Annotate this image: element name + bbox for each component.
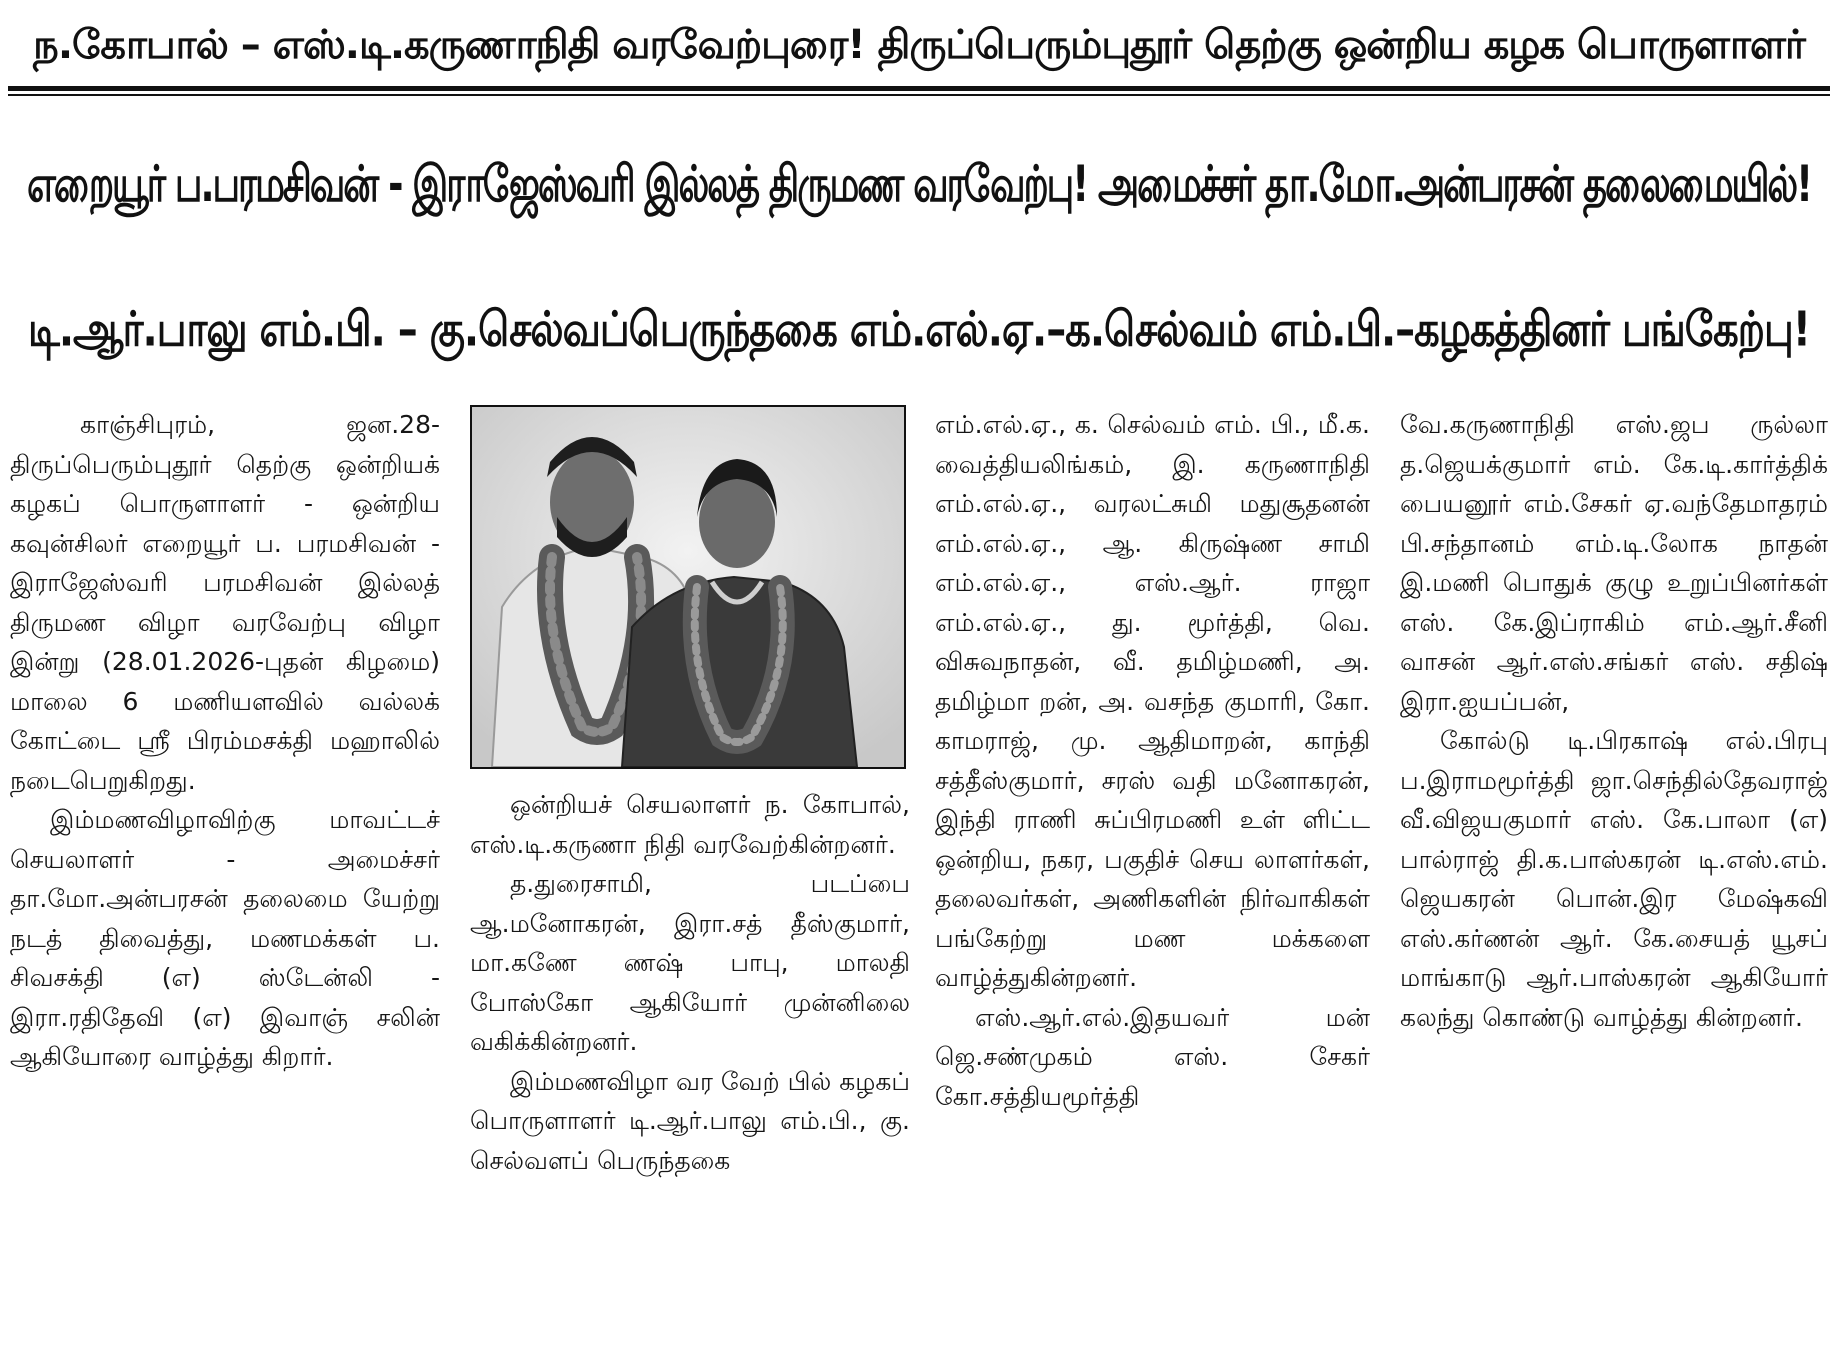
wedding-couple-photo [470, 405, 906, 769]
article-paragraph: கோல்டு டி.பிரகாஷ் எல்.பிரபு ப.இராமமூர்த்தி ஜா.செந்தில்தேவராஜ் வீ.விஜயகுமார் எஸ். கே.பாலா (எ) பால்ராஜ் தி.க.பாஸ்கரன் டி.எஸ்.எம். ஜெயகரன் பொன்.இர மேஷ்கவி எஸ்.கர்ணன் ஆர். கே.சையத் யூசப் மாங்காடு ஆர்.பாஸ்கரன் ஆகியோர் கலந்து கொண்டு வாழ்த்து கின்றனர். [1400, 726, 1828, 1032]
article-paragraph: வே.கருணாநிதி எஸ்.ஜப ருல்லா த.ஜெயக்குமார் எம். கே.டி.கார்த்திக் பையனூர் எம்.சேகர் ஏ.வந்தேமாதரம் பி.சந்தானம் எம்.டி.லோக நாதன் இ.மணி பொதுக் குழு உறுப்பினர்கள் எஸ். கே.இப்ராகிம் எம்.ஆர்.சீனி வாசன் ஆர்.எஸ்.சங்கர் எஸ். சதிஷ் இரா.ஐயப்பன், [1400, 410, 1828, 716]
article-column-2 [470, 785, 910, 1180]
couple-photo-icon [472, 407, 904, 767]
article-paragraph: த.துரைசாமி, படப்பை ஆ.மனோகரன், இரா.சத் தீஸ்குமார், மா.கணே ணஷ் பாபு, மாலதி போஸ்கோ ஆகியோர் முன்னிலை வகிக்கின்றனர். [470, 869, 910, 1056]
article-paragraph: இம்மணவிழா வர வேற் பில் கழகப் பொருளாளர் டி.ஆர்.பாலு எம்.பி., கு. செல்வளப் பெருந்தகை [470, 1066, 910, 1175]
article-paragraph: இம்மணவிழாவிற்கு மாவட்டச் செயலாளர் - அமைச்சர் தா.மோ.அன்பரசன் தலைமை யேற்று நடத் திவைத்து, மணமக்கள் ப. சிவசக்தி (எ) ஸ்டேன்லி - இரா.ரதிதேவி (எ) இவாஞ் சலின் ஆகியோரை வாழ்த்து கிறார். [10, 805, 440, 1071]
sub-headline: டி.ஆர்.பாலு எம்.பி. – கு.செல்வப்பெருந்தகை எம்.எல்.ஏ.–க.செல்வம் எம்.பி.–கழகத்தினர் பங்கேற்பு! [27, 302, 1810, 358]
article-column-3 [935, 405, 1370, 1116]
article-paragraph: எஸ்.ஆர்.எல்.இதயவர் மன் ஜெ.சண்முகம் எஸ். சேகர் கோ.சத்தியமூர்த்தி [935, 1002, 1370, 1111]
article-column-4 [1400, 405, 1828, 1037]
kicker-headline: ந.கோபால் – எஸ்.டி.கருணாநிதி வரவேற்புரை! திருப்பெரும்புதூர் தெற்கு ஒன்றிய கழக பொருளாளர் [33, 22, 1805, 68]
article-paragraph: காஞ்சிபுரம், ஜன.28- திருப்பெரும்புதூர் தெற்கு ஒன்றியக் கழகப் பொருளாளர் - ஒன்றிய கவுன்சிலர் எறையூர் ப. பரமசிவன் - இராஜேஸ்வரி பரமசிவன் இல்லத் திருமண விழா வரவேற்பு விழா இன்று (28.01.2026-புதன் கிழமை) மாலை 6 மணியளவில் வல்லக் கோட்டை ஸ்ரீ பிரம்மசக்தி மஹாலில் நடைபெறுகிறது. [10, 410, 440, 795]
article-column-1 [10, 405, 440, 1077]
article-paragraph: ஒன்றியச் செயலாளர் ந. கோபால், எஸ்.டி.கருணா நிதி வரவேற்கின்றனர். [470, 790, 910, 859]
headline-rule-thin [8, 94, 1830, 96]
main-headline: எறையூர் ப.பரமசிவன் - இராஜேஸ்வரி இல்லத் திருமண வரவேற்பு! அமைச்சர் தா.மோ.அன்பரசன் தலைமையில்! [26, 155, 1812, 214]
article-paragraph: எம்.எல்.ஏ., க. செல்வம் எம். பி., மீ.க. வைத்தியலிங்கம், இ. கருணாநிதி எம்.எல்.ஏ., வரலட்சுமி மதுசூதனன் எம்.எல்.ஏ., ஆ. கிருஷ்ண சாமி எம்.எல்.ஏ., எஸ்.ஆர். ராஜா எம்.எல்.ஏ., து. மூர்த்தி, வெ. விசுவநாதன், வீ. தமிழ்மணி, அ. தமிழ்மா றன், அ. வசந்த குமாரி, கோ. காமராஜ், மு. ஆதிமாறன், காந்தி சத்தீஸ்குமார், சரஸ் வதி மனோகரன், இந்தி ராணி சுப்பிரமணி உள் ளிட்ட ஒன்றிய, நகர, பகுதிச் செய லாளர்கள், தலைவர்கள், அணிகளின் நிர்வாகிகள் பங்கேற்று மண மக்களை வாழ்த்துகின்றனர். [935, 410, 1370, 992]
headline-rule [8, 86, 1830, 91]
